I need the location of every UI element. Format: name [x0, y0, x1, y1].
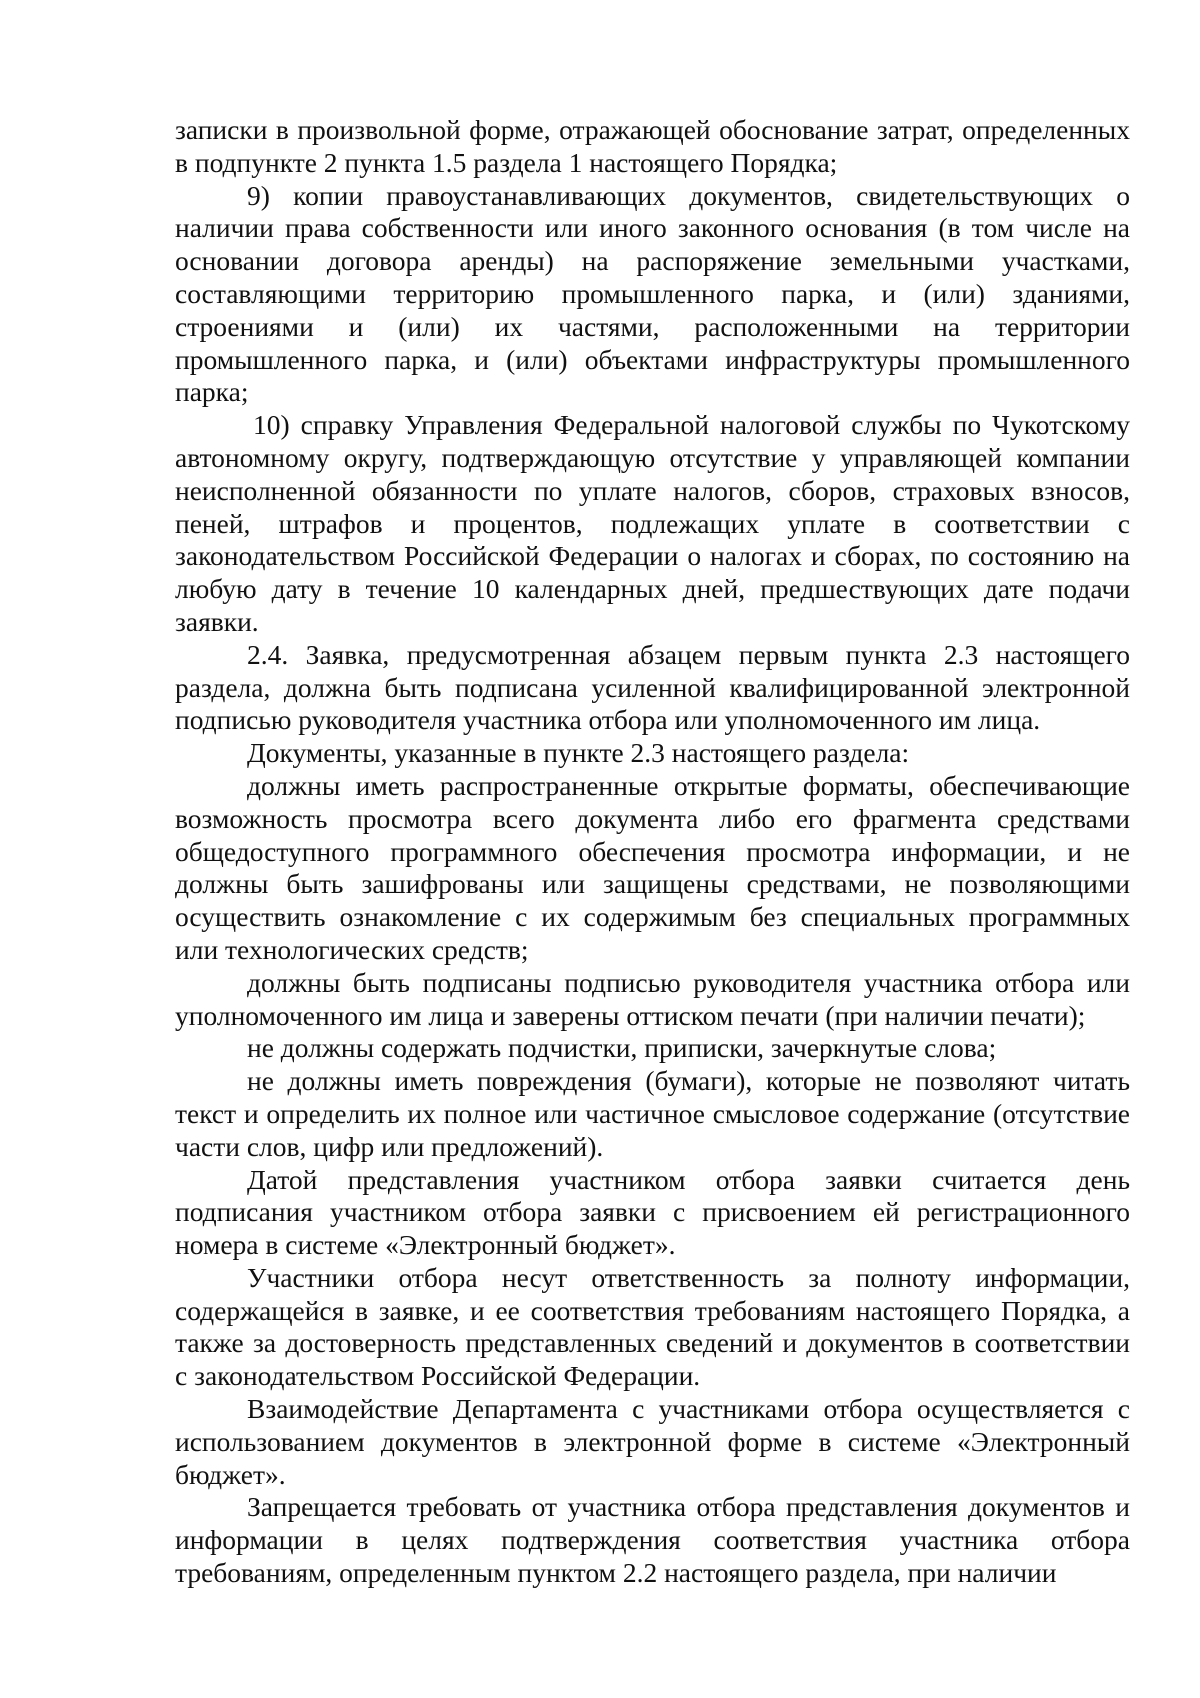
paragraph-no-damage: не должны иметь повреждения (бумаги), которые не позволяют читать текст и определить их полное или частичное смысловое содержание (отсутствие части слов, цифр или предложений).	[175, 1065, 1130, 1162]
paragraph-section-2-4: 2.4. Заявка, предусмотренная абзацем первым пункта 2.3 настоящего раздела, должна быть подписана усиленной квалифицированной электронной подписью руководителя участника отбора или уполномоченного им лица.	[175, 638, 1130, 736]
paragraph-prohibition: Запрещается требовать от участника отбора представления документов и информации в целях подтверждения соответствия участника отбора требованиям, определенным пунктом 2.2 настоящего раздела, при наличии	[175, 1491, 1130, 1589]
paragraph-continuation: записки в произвольной форме, отражающей обоснование затрат, определенных в подпункте 2 пункта 1.5 раздела 1 настоящего Порядка;	[175, 114, 1130, 178]
paragraph-interaction: Взаимодействие Департамента с участниками отбора осуществляется с использованием документов в электронной форме в системе «Электронный бюджет».	[175, 1393, 1130, 1490]
paragraph-item-10: 10) справку Управления Федеральной налоговой службы по Чукотскому автономному округу, подтверждающую отсутствие у управляющей компании неисполненной обязанности по уплате налогов, сборов, страховых взносов, пеней, штрафов и процентов, подлежащих уплате в соответствии с законодательством Российской Федерации о налогах и сборах, по состоянию на любую дату в течение 10 календарных дней, предшествующих дате подачи заявки.	[175, 409, 1130, 637]
paragraph-no-erasures: не должны содержать подчистки, приписки, зачеркнутые слова;	[247, 1032, 997, 1064]
paragraph-item-9: 9) копии правоустанавливающих документов, свидетельствующих о наличии права собственности или иного законного основания (в том числе на основании договора аренды) на распоряжение земельными участками, составляющими территорию промышленного парка, и (или) зданиями, строениями и (или) их частями, расположенными на территории промышленного парка, и (или) объектами инфраструктуры промышленного парка;	[175, 179, 1130, 408]
document-body	[175, 114, 1130, 1590]
paragraph-signature-requirement: должны быть подписаны подписью руководителя участника отбора или уполномоченного им лица и заверены оттиском печати (при наличии печати);	[175, 966, 1130, 1031]
paragraph-submission-date: Датой представления участником отбора заявки считается день подписания участником отбора заявки с присвоением ей регистрационного номера в системе «Электронный бюджет».	[175, 1163, 1130, 1261]
paragraph-formats-requirement: должны иметь распространенные открытые форматы, обеспечивающие возможность просмотра всего документа либо его фрагмента средствами общедоступного программного обеспечения просмотра информации, и не должны быть зашифрованы или защищены средствами, не позволяющими осуществить ознакомление с их содержимым без специальных программных или технологических средств;	[175, 769, 1130, 965]
paragraph-documents-intro: Документы, указанные в пункте 2.3 настоящего раздела:	[247, 737, 910, 769]
paragraph-responsibility: Участники отбора несут ответственность за полноту информации, содержащейся в заявке, и ее соответствия требованиям настоящего Порядка, а также за достоверность представленных сведений и документов в соответствии с законодательством Российской Федерации.	[175, 1261, 1130, 1392]
